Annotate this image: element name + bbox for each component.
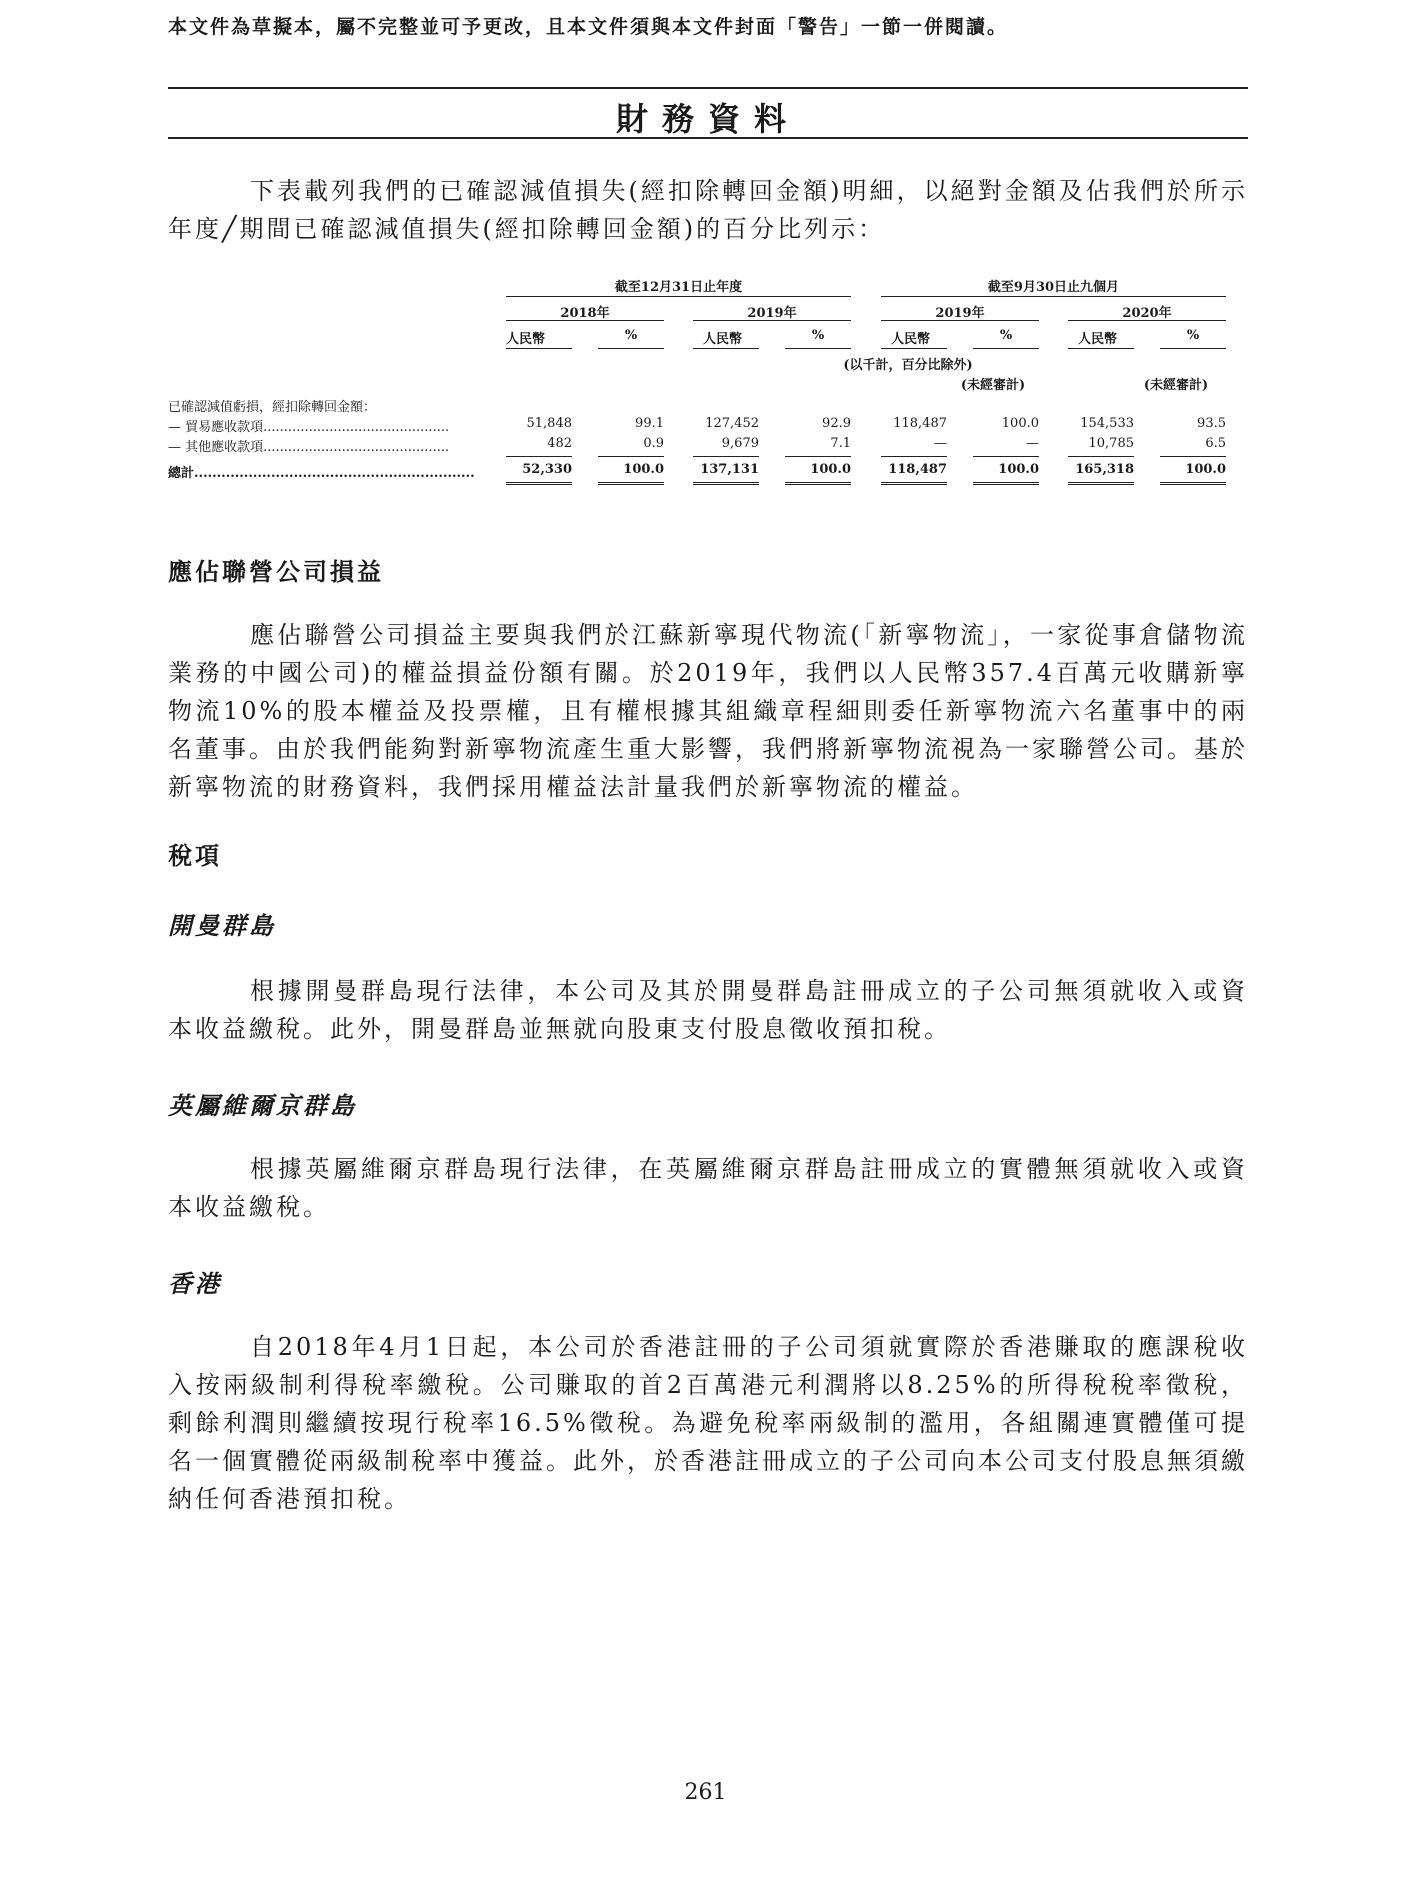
column-rule	[973, 348, 1039, 349]
total-cell: 100.0	[998, 462, 1039, 477]
group-rule	[881, 296, 1226, 297]
subtotal-rule	[506, 456, 572, 457]
period-rule	[881, 320, 1039, 321]
period-header: 2019年	[935, 306, 985, 321]
subtotal-rule	[881, 456, 947, 457]
total-double-rule	[693, 482, 759, 485]
tax-heading: 稅項	[168, 841, 222, 870]
column-header-pct: %	[999, 328, 1013, 343]
row-cell: 0.9	[643, 436, 664, 451]
row-cell: 92.9	[822, 416, 851, 431]
row-cell: 6.5	[1205, 436, 1226, 451]
total-cell: 118,487	[888, 462, 947, 477]
draft-warning: 本文件為草擬本，屬不完整並可予更改，且本文件須與本文件封面「警告」一節一併閱讀。	[168, 16, 1009, 38]
associate-paragraph: 應佔聯營公司損益主要與我們於江蘇新寧現代物流(「新寧物流」，一家從事倉儲物流業務的中國公司)的權益損益份額有關。於2019年，我們以人民幣357.4百萬元收購新寧物流10%的股本權益及投票權，且有權根據其組織章程細則委任新寧物流六名董事中的兩名董事。由於我們能夠對新寧物流產生重大影響，我們將新寧物流視為一家聯營公司。基於新寧物流的財務資料，我們採用權益法計量我們於新寧物流的權益。	[168, 621, 1248, 801]
total-double-rule	[973, 482, 1039, 485]
total-double-rule	[785, 482, 851, 485]
row-cell: 118,487	[893, 416, 947, 431]
subtotal-rule	[785, 456, 851, 457]
period-rule	[506, 320, 664, 321]
hk-heading: 香港	[168, 1269, 222, 1298]
title-rule-top	[168, 87, 1248, 89]
column-header-pct: %	[811, 328, 825, 343]
row-cell: —	[1026, 436, 1039, 451]
column-header-pct: %	[1186, 328, 1200, 343]
subtotal-rule	[973, 456, 1039, 457]
period-rule	[693, 320, 851, 321]
bvi-heading: 英屬維爾京群島	[168, 1091, 357, 1120]
bvi-paragraph: 根據英屬維爾京群島現行法律，在英屬維爾京群島註冊成立的實體無須就收入或資本收益繳稅。	[168, 1155, 1248, 1221]
hk-paragraph: 自2018年4月1日起，本公司於香港註冊的子公司須就實際於香港賺取的應課稅收入按兩級制利得稅率繳稅。公司賺取的首2百萬港元利潤將以8.25%的所得稅稅率徵稅，剩餘利潤則繼續按現行稅率16.5%徵稅。為避免稅率兩級制的濫用，各組關連實體僅可提名一個實體從兩級制稅率中獲益。此外，於香港註冊成立的子公司向本公司支付股息無須繳納任何香港預扣稅。	[168, 1333, 1248, 1513]
column-header-rmb: 人民幣	[703, 332, 743, 347]
group-rule	[506, 296, 851, 297]
column-header-rmb: 人民幣	[506, 332, 546, 347]
period-header: 2019年	[747, 306, 797, 321]
associate-heading: 應佔聯營公司損益	[168, 557, 384, 586]
row-cell: 93.5	[1197, 416, 1226, 431]
column-header-rmb: 人民幣	[1078, 332, 1118, 347]
unaudited-note: (未經審計)	[1143, 378, 1209, 393]
total-cell: 100.0	[1185, 462, 1226, 477]
column-rule	[598, 348, 664, 349]
cayman-heading: 開曼群島	[168, 911, 276, 940]
row-cell: 100.0	[1001, 416, 1039, 431]
total-double-rule	[598, 482, 664, 485]
total-double-rule	[881, 482, 947, 485]
total-cell: 137,131	[700, 462, 759, 477]
period-header: 2018年	[560, 306, 610, 321]
row-cell: 10,785	[1088, 436, 1134, 451]
row-cell: 7.1	[830, 436, 851, 451]
period-header: 2020年	[1122, 306, 1172, 321]
total-double-rule	[1160, 482, 1226, 485]
unit-note: (以千計，百分比除外)	[843, 358, 973, 373]
row-cell: 99.1	[635, 416, 664, 431]
subtotal-rule	[1160, 456, 1226, 457]
column-header-rmb: 人民幣	[891, 332, 931, 347]
total-double-rule	[1068, 482, 1134, 485]
row-cell: —	[934, 436, 947, 451]
group-header-nine-months: 截至9月30日止九個月	[987, 280, 1120, 295]
row-label: — 貿易應收款項.............................................	[168, 420, 450, 435]
impairment-table	[168, 272, 1248, 502]
column-rule	[1068, 348, 1134, 349]
subtotal-rule	[1068, 456, 1134, 457]
category-label: 已確認減值虧損，經扣除轉回金額：	[168, 400, 377, 415]
group-header-year: 截至12月31日止年度	[614, 280, 743, 295]
column-rule	[1160, 348, 1226, 349]
row-cell: 9,679	[721, 436, 759, 451]
total-cell: 165,318	[1075, 462, 1134, 477]
row-cell: 154,533	[1080, 416, 1134, 431]
period-rule	[1068, 320, 1226, 321]
cayman-paragraph: 根據開曼群島現行法律，本公司及其於開曼群島註冊成立的子公司無須就收入或資本收益繳稅。此外，開曼群島並無就向股東支付股息徵收預扣稅。	[168, 977, 1248, 1043]
column-header-pct: %	[624, 328, 638, 343]
subtotal-rule	[693, 456, 759, 457]
total-cell: 100.0	[810, 462, 851, 477]
row-label: — 其他應收款項.............................................	[168, 440, 450, 455]
column-rule	[693, 348, 759, 349]
row-cell: 51,848	[526, 416, 572, 431]
total-double-rule	[506, 482, 572, 485]
total-cell: 100.0	[623, 462, 664, 477]
column-rule	[506, 348, 572, 349]
row-cell: 127,452	[705, 416, 759, 431]
subtotal-rule	[598, 456, 664, 457]
column-rule	[785, 348, 851, 349]
unaudited-note: (未經審計)	[960, 378, 1026, 393]
intro-paragraph: 下表載列我們的已確認減值損失(經扣除轉回金額)明細，以絕對金額及佔我們於所示年度╱期間已確認減值損失(經扣除轉回金額)的百分比列示：	[168, 177, 1248, 243]
total-cell: 52,330	[522, 462, 572, 477]
row-cell: 482	[547, 436, 572, 451]
page-number: 261	[684, 1780, 727, 1805]
total-label: 總計..............................................................	[168, 466, 475, 481]
column-rule	[881, 348, 947, 349]
title-rule-bottom	[168, 137, 1248, 139]
section-title: 財務資料	[615, 100, 800, 138]
